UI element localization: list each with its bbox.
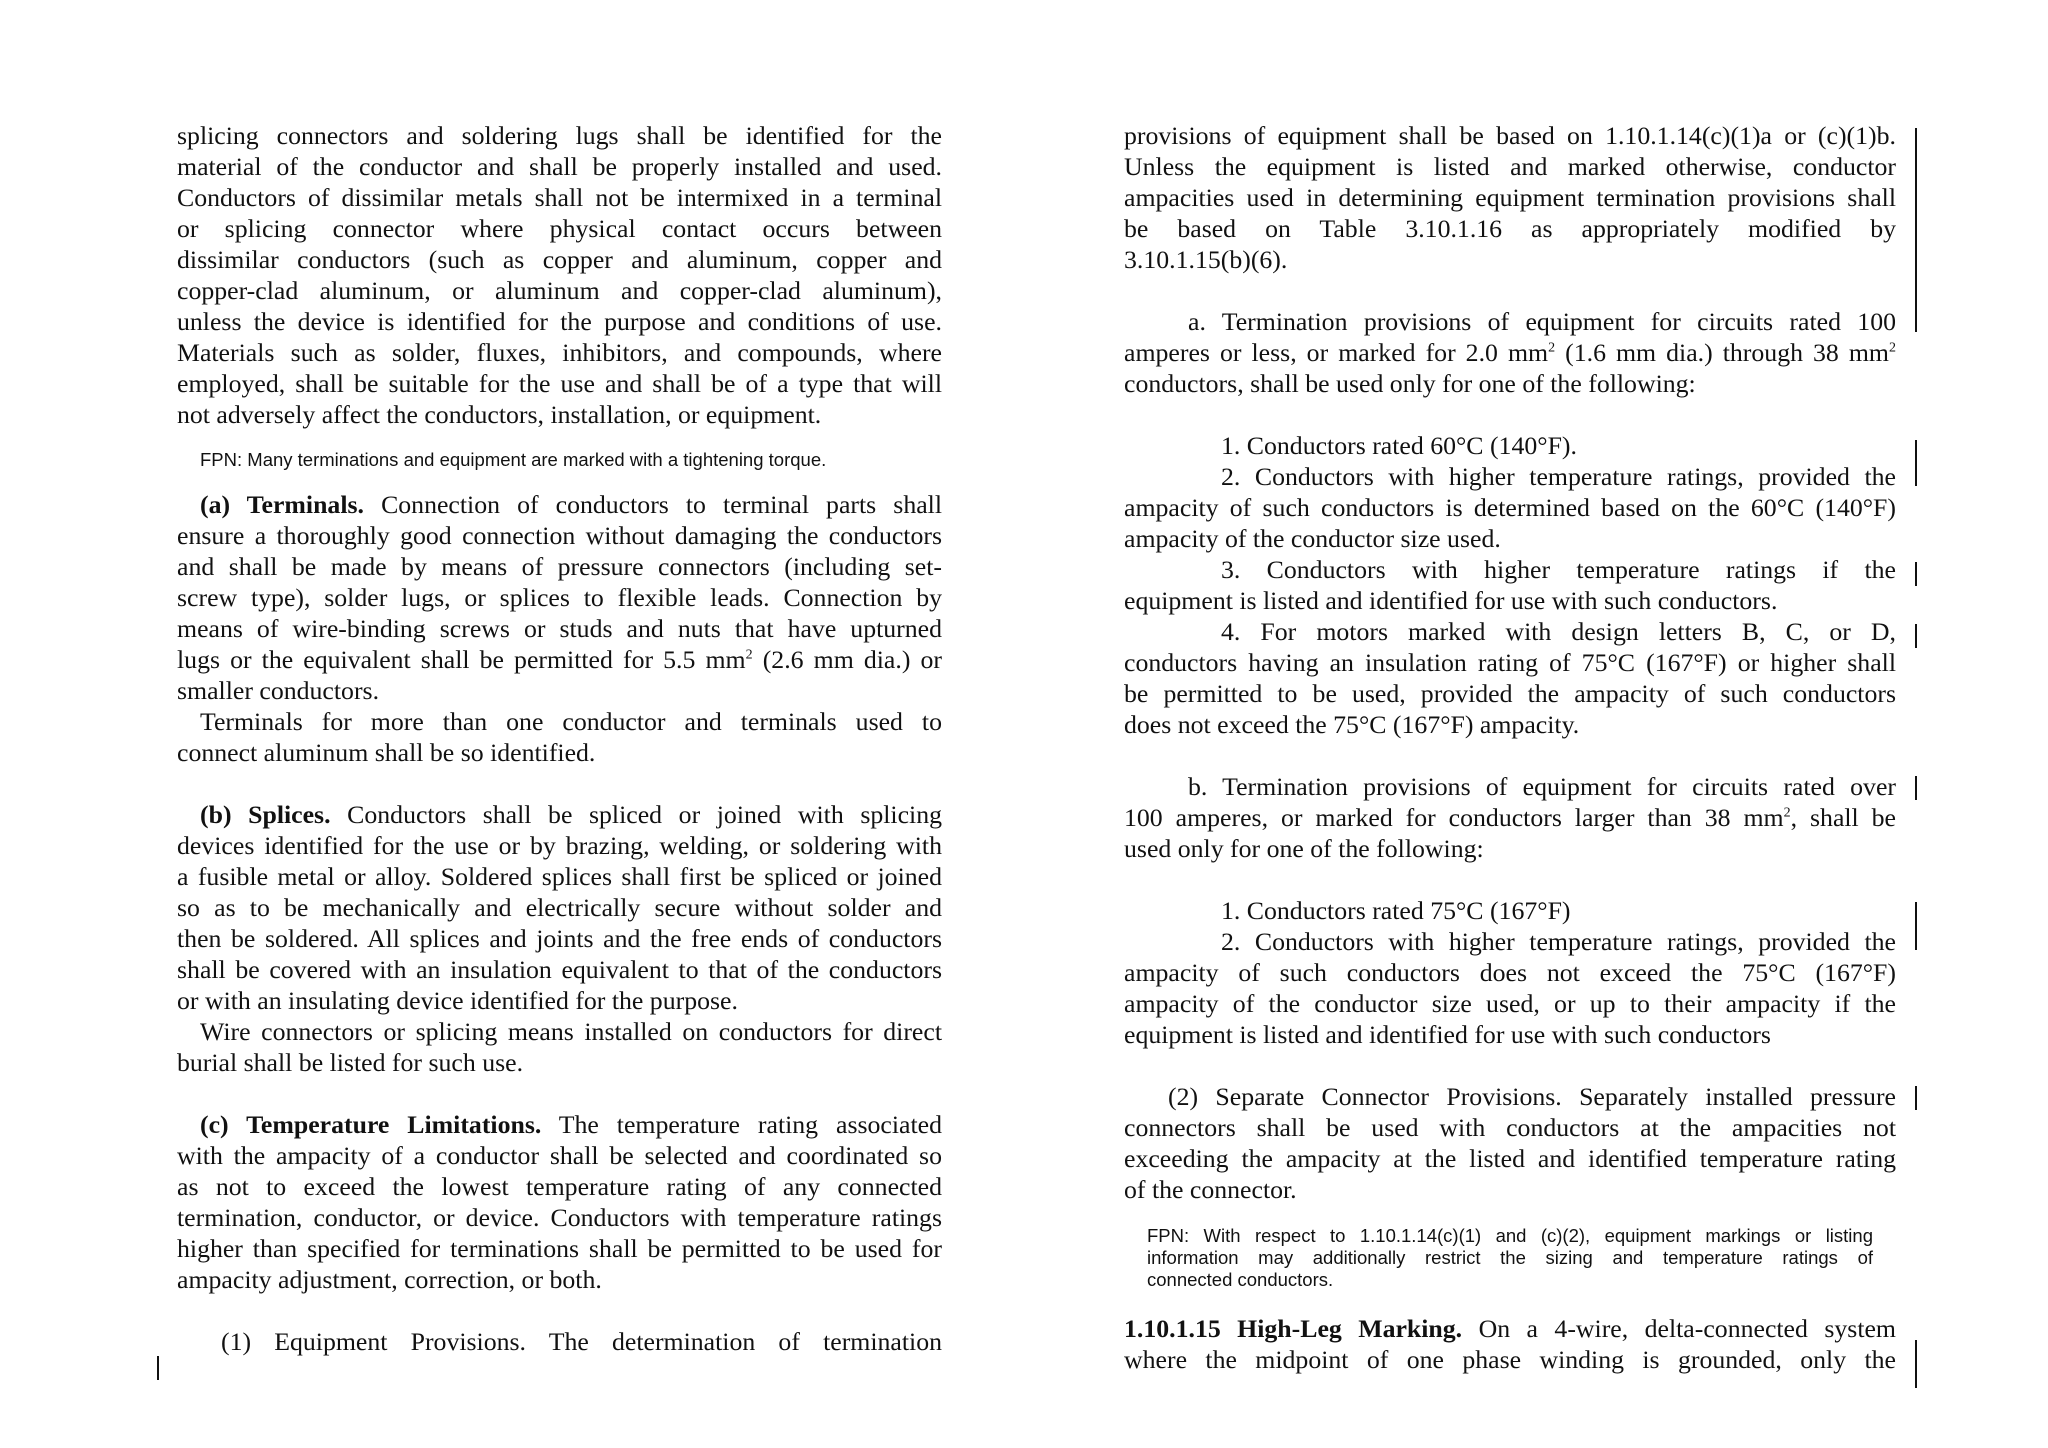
text-line: ampacity adjustment, correction, or both. — [177, 1265, 602, 1294]
fpn-note — [1124, 1225, 1896, 1291]
text-line: or with an insulating device identified for the purpose. — [177, 986, 738, 1015]
section-heading: (b) Splices. — [200, 800, 331, 829]
fpn-line: information may additionally restrict the sizing and temperature ratings of — [1147, 1247, 1873, 1268]
text-line: 3. Conductors with higher temperature ratings if the — [1221, 555, 1896, 584]
text-line: material of the conductor and shall be properly installed and used. — [177, 152, 942, 181]
text-line: splicing connectors and soldering lugs shall be identified for the — [177, 121, 942, 150]
text-line: ampacity of such conductors is determined based on the 60°C (140°F) — [1124, 493, 1896, 522]
text-line: does not exceed the 75°C (167°F) ampacity. — [1124, 710, 1580, 739]
text-line: means of wire-binding screws or studs and nuts that have upturned — [177, 614, 942, 643]
text-span: 100 amperes, or marked for conductors larger than 38 mm — [1124, 803, 1784, 832]
fpn-line: FPN: With respect to 1.10.1.14(c)(1) and (c)(2), equipment markings or listing — [1147, 1225, 1873, 1246]
text-line: a. Termination provisions of equipment for circuits rated 100 — [1188, 307, 1896, 336]
change-bar — [157, 1356, 159, 1380]
text-line: smaller conductors. — [177, 676, 380, 705]
text-line: a fusible metal or alloy. Soldered splices shall first be spliced or joined — [177, 862, 942, 891]
text-span: (2.6 mm dia.) or — [752, 645, 942, 674]
text-line: burial shall be listed for such use. — [177, 1048, 524, 1077]
text-line: with the ampacity of a conductor shall be selected and coordinated so — [177, 1141, 942, 1170]
text-line: devices identified for the use or by brazing, welding, or soldering with — [177, 831, 942, 860]
text-line: provisions of equipment shall be based on 1.10.1.14(c)(1)a or (c)(1)b. — [1124, 121, 1896, 150]
text-line: and shall be made by means of pressure connectors (including set- — [177, 552, 942, 581]
text-line: equipment is listed and identified for use with such conductors. — [1124, 586, 1778, 615]
right-column — [1124, 120, 1896, 1375]
text-line: Unless the equipment is listed and marked otherwise, conductor — [1124, 152, 1896, 181]
text-line: be based on Table 3.10.1.16 as appropriately modified by — [1124, 214, 1896, 243]
text-line: Terminals for more than one conductor and terminals used to — [200, 707, 942, 736]
section-splices — [177, 799, 942, 1078]
change-bar — [1915, 902, 1917, 950]
text-line: ampacity of the conductor size used. — [1124, 524, 1501, 553]
superscript: 2 — [1548, 340, 1556, 356]
change-bar — [1915, 440, 1917, 486]
text-line: connectors shall be used with conductors at the ampacities not — [1124, 1113, 1896, 1142]
section-separate-connector — [1124, 1081, 1896, 1205]
text-line: termination, conductor, or device. Conductors with temperature ratings — [177, 1203, 942, 1232]
fpn-note: FPN: Many terminations and equipment are marked with a tightening torque. — [200, 449, 827, 470]
text-line: (1) Equipment Provisions. The determination of termination — [221, 1327, 942, 1356]
text-line: unless the device is identified for the purpose and conditions of use. — [177, 307, 942, 336]
text-line: ampacities used in determining equipment termination provisions shall — [1124, 183, 1896, 212]
paragraph-splicing — [177, 120, 942, 430]
section-heading: (a) Terminals. — [200, 490, 364, 519]
text-line: conductors, shall be used only for one of the following: — [1124, 369, 1696, 398]
text-line: 4. For motors marked with design letters B, C, or D, — [1221, 617, 1896, 646]
text-line: b. Termination provisions of equipment for circuits rated over — [1188, 772, 1896, 801]
text-line — [1124, 802, 1896, 833]
text-line: equipment is listed and identified for use with such conductors — [1124, 1020, 1771, 1049]
text-span: lugs or the equivalent shall be permitted for 5.5 mm — [177, 645, 746, 674]
change-bar — [1915, 1340, 1917, 1388]
text-line: copper-clad aluminum, or aluminum and copper-clad aluminum), — [177, 276, 942, 305]
change-bar — [1915, 776, 1917, 800]
text-line: Wire connectors or splicing means installed on conductors for direct — [200, 1017, 942, 1046]
text-line: 2. Conductors with higher temperature ratings, provided the — [1221, 462, 1896, 491]
text-line: as not to exceed the lowest temperature rating of any connected — [177, 1172, 942, 1201]
text-line: so as to be mechanically and electrically secure without solder and — [177, 893, 942, 922]
text-line — [177, 489, 942, 520]
text-span: Connection of conductors to terminal parts shall — [381, 490, 942, 519]
text-line: screw type), solder lugs, or splices to flexible leads. Connection by — [177, 583, 942, 612]
item-b — [1124, 771, 1896, 1050]
text-span: (1.6 mm dia.) through 38 mm — [1555, 338, 1889, 367]
text-span: , shall be — [1790, 803, 1897, 832]
text-line: 1. Conductors rated 60°C (140°F). — [1221, 431, 1577, 460]
section-terminals — [177, 489, 942, 768]
change-bar — [1915, 562, 1917, 586]
change-bar — [1915, 1086, 1917, 1110]
text-line: conductors having an insulation rating of 75°C (167°F) or higher shall — [1124, 648, 1896, 677]
section-temperature-limitations — [177, 1109, 942, 1295]
text-line: then be soldered. All splices and joints and the free ends of conductors — [177, 924, 942, 953]
text-span: The temperature rating associated — [558, 1110, 943, 1139]
text-line: where the midpoint of one phase winding is grounded, only the — [1124, 1345, 1896, 1374]
text-line: higher than specified for terminations shall be permitted to be used for — [177, 1234, 942, 1263]
text-line: used only for one of the following: — [1124, 834, 1484, 863]
text-line: 3.10.1.15(b)(6). — [1124, 245, 1288, 274]
paragraph-provisions — [1124, 120, 1896, 275]
text-line: Materials such as solder, fluxes, inhibitors, and compounds, where — [177, 338, 942, 367]
text-line — [1124, 1313, 1896, 1344]
text-line: employed, shall be suitable for the use and shall be of a type that will — [177, 369, 942, 398]
text-line — [177, 799, 942, 830]
change-bar — [1915, 128, 1917, 332]
text-line: 2. Conductors with higher temperature ratings, provided the — [1221, 927, 1896, 956]
left-column — [177, 120, 942, 1357]
text-line: or splicing connector where physical contact occurs between — [177, 214, 942, 243]
text-line: be permitted to be used, provided the ampacity of such conductors — [1124, 679, 1896, 708]
text-span: Conductors shall be spliced or joined with splicing — [347, 800, 943, 829]
superscript: 2 — [1888, 340, 1896, 356]
text-line: dissimilar conductors (such as copper and aluminum, copper and — [177, 245, 942, 274]
text-line: ensure a thoroughly good connection without damaging the conductors — [177, 521, 942, 550]
text-line: of the connector. — [1124, 1175, 1297, 1204]
text-line: shall be covered with an insulation equivalent to that of the conductors — [177, 955, 942, 984]
text-line: 1. Conductors rated 75°C (167°F) — [1221, 896, 1571, 925]
text-span: amperes or less, or marked for 2.0 mm — [1124, 338, 1549, 367]
text-line — [1124, 337, 1896, 368]
section-high-leg-marking — [1124, 1313, 1896, 1375]
section-heading: 1.10.1.15 High-Leg Marking. — [1124, 1314, 1463, 1343]
item-a — [1124, 306, 1896, 740]
text-line: ampacity of such conductors does not exceed the 75°C (167°F) — [1124, 958, 1896, 987]
text-line: not adversely affect the conductors, installation, or equipment. — [177, 400, 822, 429]
superscript: 2 — [745, 647, 753, 663]
text-line: connect aluminum shall be so identified. — [177, 738, 596, 767]
change-bar — [1915, 624, 1917, 648]
text-line: Conductors of dissimilar metals shall not be intermixed in a terminal — [177, 183, 942, 212]
text-line: exceeding the ampacity at the listed and identified temperature rating — [1124, 1144, 1896, 1173]
text-line — [177, 644, 942, 675]
text-line: (2) Separate Connector Provisions. Separately installed pressure — [1168, 1082, 1896, 1111]
section-heading: (c) Temperature Limitations. — [200, 1110, 542, 1139]
fpn-line: connected conductors. — [1147, 1269, 1334, 1290]
text-span: On a 4-wire, delta-connected system — [1478, 1314, 1897, 1343]
text-line — [177, 1109, 942, 1140]
text-line: ampacity of the conductor size used, or up to their ampacity if the — [1124, 989, 1896, 1018]
superscript: 2 — [1783, 805, 1791, 821]
